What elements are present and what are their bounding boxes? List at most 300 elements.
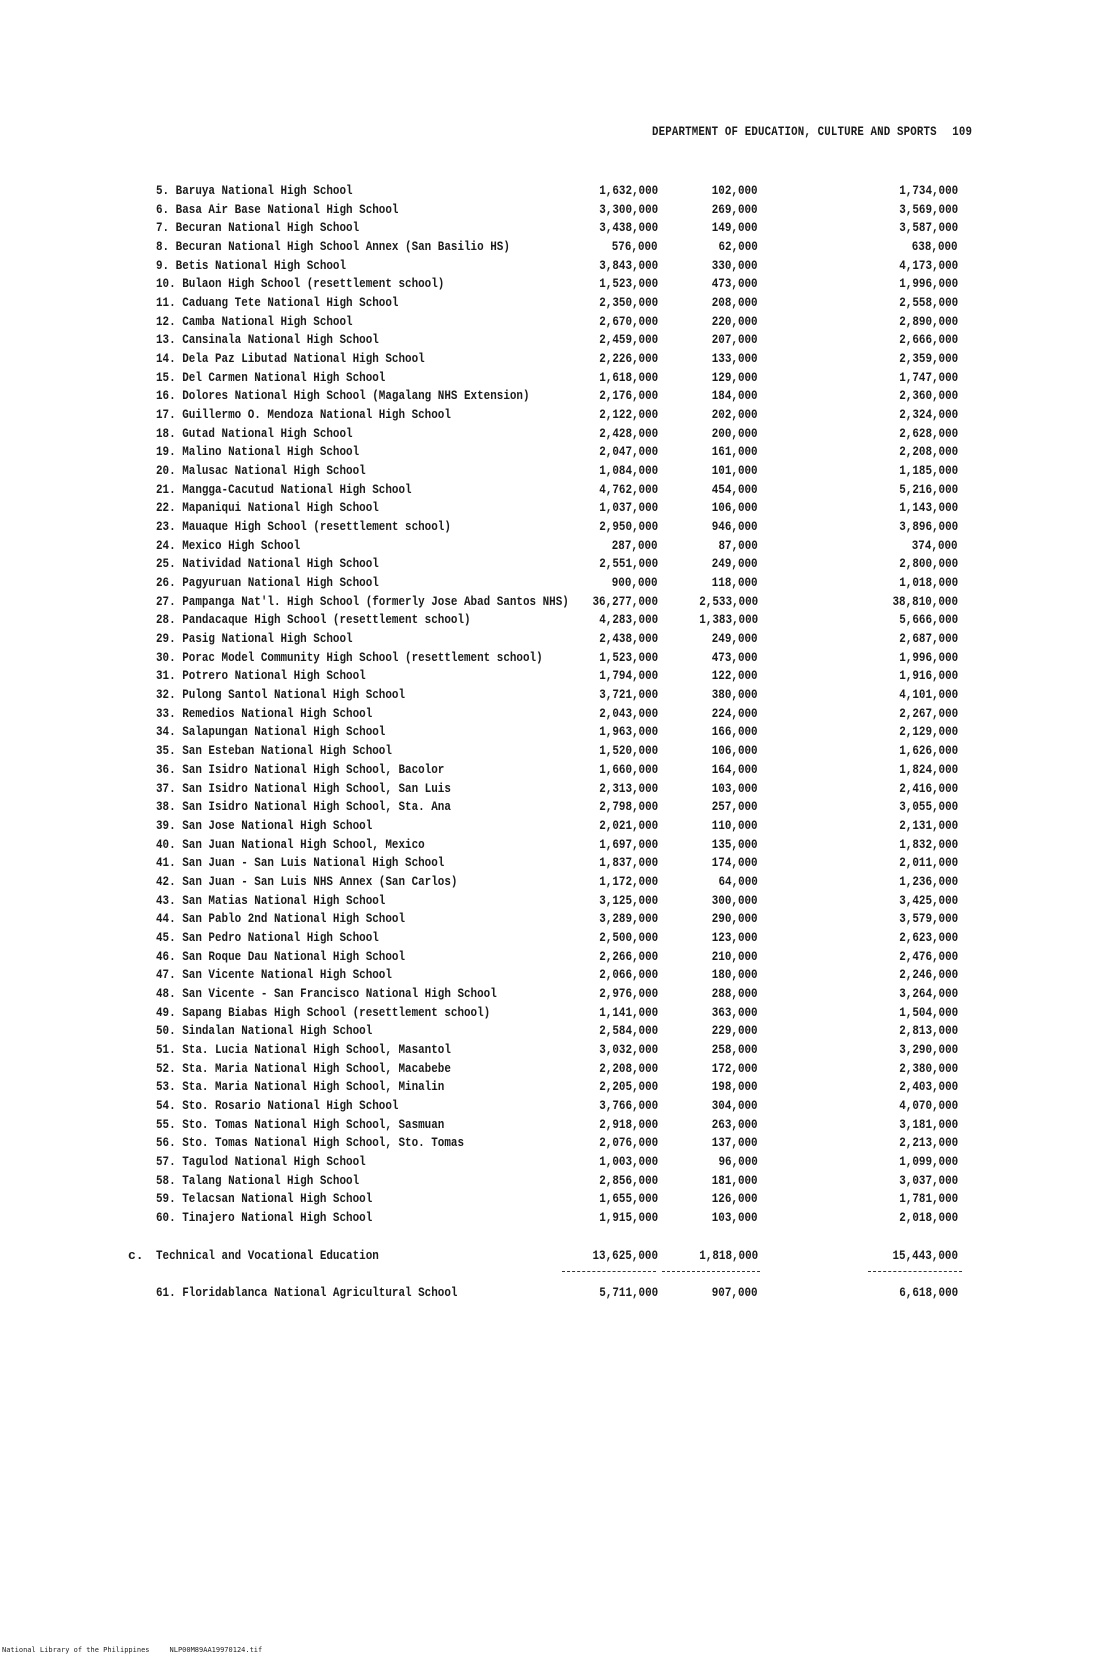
row-value-2: 288,000 bbox=[712, 985, 758, 1001]
row-value-2: 220,000 bbox=[712, 313, 758, 329]
row-value-3: 1,996,000 bbox=[899, 276, 958, 292]
row-value-2: 137,000 bbox=[712, 1135, 758, 1151]
row-value-2: 110,000 bbox=[712, 817, 758, 833]
row-value-1: 3,766,000 bbox=[599, 1097, 658, 1113]
row-value-3: 1,824,000 bbox=[899, 761, 958, 777]
row-label: 24. Mexico High School bbox=[156, 537, 301, 553]
row-value-3: 374,000 bbox=[912, 537, 958, 553]
table-row bbox=[0, 929, 1118, 948]
section-label: Technical and Vocational Education bbox=[156, 1248, 379, 1263]
table-row bbox=[0, 798, 1118, 817]
row-value-3: 2,324,000 bbox=[899, 407, 958, 423]
row-value-3: 1,504,000 bbox=[899, 1004, 958, 1020]
table-row bbox=[0, 630, 1118, 649]
row-label: 53. Sta. Maria National High School, Minalin bbox=[156, 1079, 445, 1095]
row-value-1: 2,670,000 bbox=[599, 313, 658, 329]
row-label: 36. San Isidro National High School, Bacolor bbox=[156, 761, 445, 777]
row-value-3: 1,832,000 bbox=[899, 836, 958, 852]
row-value-2: 133,000 bbox=[712, 351, 758, 367]
row-value-2: 198,000 bbox=[712, 1079, 758, 1095]
row-value-2: 2,533,000 bbox=[699, 593, 758, 609]
row-value-2: 229,000 bbox=[712, 1023, 758, 1039]
row-label: 44. San Pablo 2nd National High School bbox=[156, 911, 406, 927]
table-row-last bbox=[0, 1284, 1118, 1304]
row-value-2: 180,000 bbox=[712, 967, 758, 983]
row-label: 47. San Vicente National High School bbox=[156, 967, 392, 983]
row-value-3: 2,018,000 bbox=[899, 1209, 958, 1225]
row-value-3: 1,018,000 bbox=[899, 575, 958, 591]
row-value-3: 2,213,000 bbox=[899, 1135, 958, 1151]
row-value-1: 2,043,000 bbox=[599, 705, 658, 721]
row-value-3: 1,747,000 bbox=[899, 369, 958, 385]
row-value-1: 1,655,000 bbox=[599, 1191, 658, 1207]
row-value-3: 38,810,000 bbox=[892, 593, 958, 609]
row-value-1: 3,843,000 bbox=[599, 257, 658, 273]
row-value-3: 5,216,000 bbox=[899, 481, 958, 497]
row-value-1: 1,520,000 bbox=[599, 743, 658, 759]
row-value-1: 2,021,000 bbox=[599, 817, 658, 833]
row-value-1: 3,721,000 bbox=[599, 687, 658, 703]
row-value-1: 2,047,000 bbox=[599, 444, 658, 460]
row-value-3: 3,579,000 bbox=[899, 911, 958, 927]
row-value-2: 87,000 bbox=[718, 537, 758, 553]
row-value-2: 135,000 bbox=[712, 836, 758, 852]
row-value-1: 576,000 bbox=[612, 239, 658, 255]
table-row bbox=[0, 331, 1118, 350]
section-value-2: 1,818,000 bbox=[699, 1248, 758, 1263]
row-label: 25. Natividad National High School bbox=[156, 556, 379, 572]
row-value-2: 126,000 bbox=[712, 1191, 758, 1207]
row-label: 18. Gutad National High School bbox=[156, 425, 353, 441]
row-value-1: 5,711,000 bbox=[599, 1285, 658, 1300]
row-label: 42. San Juan - San Luis NHS Annex (San Carlos) bbox=[156, 873, 458, 889]
row-value-3: 2,380,000 bbox=[899, 1060, 958, 1076]
row-value-2: 102,000 bbox=[712, 183, 758, 198]
row-value-2: 224,000 bbox=[712, 705, 758, 721]
table-row bbox=[0, 1116, 1118, 1135]
row-value-3: 2,403,000 bbox=[899, 1079, 958, 1095]
table-row bbox=[0, 836, 1118, 855]
row-value-1: 2,584,000 bbox=[599, 1023, 658, 1039]
table-row bbox=[0, 555, 1118, 574]
row-value-1: 1,794,000 bbox=[599, 668, 658, 684]
row-label: 51. Sta. Lucia National High School, Masantol bbox=[156, 1041, 451, 1057]
table-row bbox=[0, 387, 1118, 406]
row-value-3: 1,185,000 bbox=[899, 463, 958, 479]
row-value-2: 258,000 bbox=[712, 1041, 758, 1057]
row-value-3: 2,359,000 bbox=[899, 351, 958, 367]
row-value-3: 2,800,000 bbox=[899, 556, 958, 572]
row-value-2: 103,000 bbox=[712, 1209, 758, 1225]
table-row bbox=[0, 574, 1118, 593]
footer-library: National Library of the Philippines bbox=[2, 1646, 150, 1654]
row-value-1: 287,000 bbox=[612, 537, 658, 553]
table-row bbox=[0, 350, 1118, 369]
row-value-2: 1,383,000 bbox=[699, 612, 758, 628]
table-row bbox=[0, 985, 1118, 1004]
table-row bbox=[0, 537, 1118, 556]
row-value-3: 638,000 bbox=[912, 239, 958, 255]
row-label: 49. Sapang Biabas High School (resettlement school) bbox=[156, 1004, 491, 1020]
row-value-1: 1,915,000 bbox=[599, 1209, 658, 1225]
school-table bbox=[0, 182, 1118, 1228]
scan-footer bbox=[2, 1646, 262, 1654]
table-row bbox=[0, 611, 1118, 630]
row-label: 54. Sto. Rosario National High School bbox=[156, 1097, 399, 1113]
row-value-2: 103,000 bbox=[712, 780, 758, 796]
row-value-3: 2,687,000 bbox=[899, 631, 958, 647]
row-label: 39. San Jose National High School bbox=[156, 817, 373, 833]
section-value-3: 15,443,000 bbox=[892, 1248, 958, 1263]
table-row bbox=[0, 257, 1118, 276]
row-value-1: 1,697,000 bbox=[599, 836, 658, 852]
row-value-1: 2,459,000 bbox=[599, 332, 658, 348]
row-label: 6. Basa Air Base National High School bbox=[156, 201, 399, 217]
table-row bbox=[0, 1078, 1118, 1097]
row-value-3: 1,099,000 bbox=[899, 1153, 958, 1169]
row-label: 9. Betis National High School bbox=[156, 257, 347, 273]
row-value-3: 1,916,000 bbox=[899, 668, 958, 684]
row-value-1: 1,084,000 bbox=[599, 463, 658, 479]
table-row bbox=[0, 910, 1118, 929]
row-label: 15. Del Carmen National High School bbox=[156, 369, 386, 385]
row-value-3: 2,360,000 bbox=[899, 388, 958, 404]
row-label: 23. Mauaque High School (resettlement school) bbox=[156, 519, 451, 535]
row-value-1: 1,037,000 bbox=[599, 500, 658, 516]
row-value-2: 946,000 bbox=[712, 519, 758, 535]
row-label: 8. Becuran National High School Annex (San Basilio HS) bbox=[156, 239, 510, 255]
row-value-2: 200,000 bbox=[712, 425, 758, 441]
row-value-1: 1,660,000 bbox=[599, 761, 658, 777]
row-label: 14. Dela Paz Libutad National High School bbox=[156, 351, 425, 367]
row-value-2: 181,000 bbox=[712, 1172, 758, 1188]
table-row bbox=[0, 1134, 1118, 1153]
table-row bbox=[0, 1172, 1118, 1191]
row-value-1: 2,226,000 bbox=[599, 351, 658, 367]
row-value-3: 2,813,000 bbox=[899, 1023, 958, 1039]
row-value-1: 2,500,000 bbox=[599, 929, 658, 945]
row-value-2: 269,000 bbox=[712, 201, 758, 217]
row-value-2: 118,000 bbox=[712, 575, 758, 591]
row-value-3: 1,236,000 bbox=[899, 873, 958, 889]
row-label: 13. Cansinala National High School bbox=[156, 332, 379, 348]
row-value-3: 1,734,000 bbox=[899, 183, 958, 198]
row-label: 20. Malusac National High School bbox=[156, 463, 366, 479]
row-value-2: 330,000 bbox=[712, 257, 758, 273]
row-value-1: 3,289,000 bbox=[599, 911, 658, 927]
row-label: 28. Pandacaque High School (resettlement school) bbox=[156, 612, 471, 628]
row-value-2: 208,000 bbox=[712, 295, 758, 311]
table-row bbox=[0, 780, 1118, 799]
row-label: 27. Pampanga Nat'l. High School (formerly Jose Abad Santos NHS) bbox=[156, 593, 569, 609]
row-label: 7. Becuran National High School bbox=[156, 220, 360, 236]
row-value-2: 64,000 bbox=[718, 873, 758, 889]
row-label: 17. Guillermo O. Mendoza National High School bbox=[156, 407, 451, 423]
row-value-2: 96,000 bbox=[718, 1153, 758, 1169]
row-value-2: 249,000 bbox=[712, 631, 758, 647]
row-value-2: 907,000 bbox=[712, 1285, 758, 1300]
table-row bbox=[0, 761, 1118, 780]
row-label: 35. San Esteban National High School bbox=[156, 743, 392, 759]
table-row bbox=[0, 294, 1118, 313]
row-value-1: 3,300,000 bbox=[599, 201, 658, 217]
page-number: 109 bbox=[952, 125, 973, 139]
row-value-3: 3,290,000 bbox=[899, 1041, 958, 1057]
row-label: 22. Mapaniqui National High School bbox=[156, 500, 379, 516]
row-label: 59. Telacsan National High School bbox=[156, 1191, 373, 1207]
row-value-2: 363,000 bbox=[712, 1004, 758, 1020]
row-value-3: 2,476,000 bbox=[899, 948, 958, 964]
row-value-3: 2,628,000 bbox=[899, 425, 958, 441]
table-row bbox=[0, 1004, 1118, 1023]
row-label: 21. Mangga-Cacutud National High School bbox=[156, 481, 412, 497]
table-row bbox=[0, 406, 1118, 425]
row-value-3: 2,011,000 bbox=[899, 855, 958, 871]
row-label: 45. San Pedro National High School bbox=[156, 929, 379, 945]
row-value-3: 5,666,000 bbox=[899, 612, 958, 628]
row-value-2: 174,000 bbox=[712, 855, 758, 871]
table-row bbox=[0, 425, 1118, 444]
row-value-1: 1,003,000 bbox=[599, 1153, 658, 1169]
row-label: 29. Pasig National High School bbox=[156, 631, 353, 647]
row-label: 32. Pulong Santol National High School bbox=[156, 687, 406, 703]
table-row bbox=[0, 892, 1118, 911]
row-label: 33. Remedios National High School bbox=[156, 705, 373, 721]
row-value-2: 149,000 bbox=[712, 220, 758, 236]
table-row bbox=[0, 742, 1118, 761]
row-value-1: 3,438,000 bbox=[599, 220, 658, 236]
table-row bbox=[0, 593, 1118, 612]
row-value-3: 4,070,000 bbox=[899, 1097, 958, 1113]
table-row bbox=[0, 499, 1118, 518]
row-value-3: 3,037,000 bbox=[899, 1172, 958, 1188]
row-value-3: 3,055,000 bbox=[899, 799, 958, 815]
row-value-2: 62,000 bbox=[718, 239, 758, 255]
table-row bbox=[0, 1022, 1118, 1041]
row-value-3: 6,618,000 bbox=[899, 1285, 958, 1300]
table-row bbox=[0, 369, 1118, 388]
dashed-rule-1 bbox=[562, 1271, 656, 1272]
row-value-1: 2,205,000 bbox=[599, 1079, 658, 1095]
row-value-2: 202,000 bbox=[712, 407, 758, 423]
row-label: 16. Dolores National High School (Magalang NHS Extension) bbox=[156, 388, 530, 404]
row-value-2: 166,000 bbox=[712, 724, 758, 740]
row-value-1: 1,523,000 bbox=[599, 649, 658, 665]
row-label: 5. Baruya National High School bbox=[156, 183, 353, 198]
table-row bbox=[0, 275, 1118, 294]
row-value-2: 123,000 bbox=[712, 929, 758, 945]
row-label: 19. Malino National High School bbox=[156, 444, 360, 460]
row-value-3: 1,143,000 bbox=[899, 500, 958, 516]
table-row bbox=[0, 667, 1118, 686]
table-row bbox=[0, 1190, 1118, 1209]
row-value-1: 2,976,000 bbox=[599, 985, 658, 1001]
row-value-3: 2,131,000 bbox=[899, 817, 958, 833]
row-value-3: 2,129,000 bbox=[899, 724, 958, 740]
dashed-rule-3 bbox=[868, 1271, 962, 1272]
row-value-3: 3,264,000 bbox=[899, 985, 958, 1001]
table-row bbox=[0, 518, 1118, 537]
row-value-3: 3,587,000 bbox=[899, 220, 958, 236]
section-value-1: 13,625,000 bbox=[592, 1248, 658, 1263]
row-value-1: 1,172,000 bbox=[599, 873, 658, 889]
row-label: 50. Sindalan National High School bbox=[156, 1023, 373, 1039]
row-label: 61. Floridablanca National Agricultural School bbox=[156, 1285, 458, 1300]
row-value-2: 300,000 bbox=[712, 892, 758, 908]
row-value-1: 36,277,000 bbox=[592, 593, 658, 609]
row-value-2: 207,000 bbox=[712, 332, 758, 348]
row-value-3: 2,623,000 bbox=[899, 929, 958, 945]
row-value-2: 473,000 bbox=[712, 649, 758, 665]
row-value-1: 2,266,000 bbox=[599, 948, 658, 964]
row-label: 38. San Isidro National High School, Sta. Ana bbox=[156, 799, 451, 815]
row-label: 10. Bulaon High School (resettlement school) bbox=[156, 276, 445, 292]
row-value-3: 2,267,000 bbox=[899, 705, 958, 721]
row-value-2: 122,000 bbox=[712, 668, 758, 684]
row-value-2: 290,000 bbox=[712, 911, 758, 927]
row-value-2: 172,000 bbox=[712, 1060, 758, 1076]
row-value-3: 1,996,000 bbox=[899, 649, 958, 665]
row-value-1: 1,618,000 bbox=[599, 369, 658, 385]
row-value-1: 2,176,000 bbox=[599, 388, 658, 404]
row-value-1: 2,208,000 bbox=[599, 1060, 658, 1076]
table-row bbox=[0, 201, 1118, 220]
row-label: 58. Talang National High School bbox=[156, 1172, 360, 1188]
table-row bbox=[0, 443, 1118, 462]
row-value-1: 2,950,000 bbox=[599, 519, 658, 535]
row-value-1: 4,283,000 bbox=[599, 612, 658, 628]
row-value-1: 1,963,000 bbox=[599, 724, 658, 740]
row-value-1: 4,762,000 bbox=[599, 481, 658, 497]
row-value-2: 184,000 bbox=[712, 388, 758, 404]
row-label: 34. Salapungan National High School bbox=[156, 724, 386, 740]
row-value-3: 4,173,000 bbox=[899, 257, 958, 273]
row-label: 37. San Isidro National High School, San Luis bbox=[156, 780, 451, 796]
row-value-1: 2,798,000 bbox=[599, 799, 658, 815]
table-row bbox=[0, 948, 1118, 967]
table-row bbox=[0, 1097, 1118, 1116]
row-value-1: 2,438,000 bbox=[599, 631, 658, 647]
row-label: 30. Porac Model Community High School (resettlement school) bbox=[156, 649, 543, 665]
table-row bbox=[0, 686, 1118, 705]
row-value-3: 3,896,000 bbox=[899, 519, 958, 535]
row-label: 26. Pagyuruan National High School bbox=[156, 575, 379, 591]
header-title: DEPARTMENT OF EDUCATION, CULTURE AND SPORTS bbox=[652, 125, 937, 139]
row-label: 57. Tagulod National High School bbox=[156, 1153, 366, 1169]
table-row bbox=[0, 462, 1118, 481]
row-value-2: 106,000 bbox=[712, 500, 758, 516]
row-value-2: 257,000 bbox=[712, 799, 758, 815]
row-value-1: 2,350,000 bbox=[599, 295, 658, 311]
table-row bbox=[0, 705, 1118, 724]
row-value-2: 210,000 bbox=[712, 948, 758, 964]
row-value-3: 2,890,000 bbox=[899, 313, 958, 329]
table-row bbox=[0, 182, 1118, 201]
row-label: 56. Sto. Tomas National High School, Sto. Tomas bbox=[156, 1135, 465, 1151]
row-value-3: 2,558,000 bbox=[899, 295, 958, 311]
row-label: 46. San Roque Dau National High School bbox=[156, 948, 406, 964]
row-value-1: 3,125,000 bbox=[599, 892, 658, 908]
row-value-1: 1,837,000 bbox=[599, 855, 658, 871]
row-value-2: 101,000 bbox=[712, 463, 758, 479]
row-value-1: 2,076,000 bbox=[599, 1135, 658, 1151]
row-value-1: 1,141,000 bbox=[599, 1004, 658, 1020]
row-value-3: 3,569,000 bbox=[899, 201, 958, 217]
row-value-3: 4,101,000 bbox=[899, 687, 958, 703]
row-value-1: 2,428,000 bbox=[599, 425, 658, 441]
table-row bbox=[0, 1041, 1118, 1060]
row-value-1: 900,000 bbox=[612, 575, 658, 591]
row-value-1: 1,523,000 bbox=[599, 276, 658, 292]
row-value-2: 304,000 bbox=[712, 1097, 758, 1113]
row-value-3: 3,181,000 bbox=[899, 1116, 958, 1132]
row-label: 31. Potrero National High School bbox=[156, 668, 366, 684]
row-value-2: 129,000 bbox=[712, 369, 758, 385]
row-label: 12. Camba National High School bbox=[156, 313, 353, 329]
table-row bbox=[0, 219, 1118, 238]
table-row bbox=[0, 1153, 1118, 1172]
table-row bbox=[0, 966, 1118, 985]
section-letter: c. bbox=[128, 1248, 144, 1263]
row-value-1: 2,856,000 bbox=[599, 1172, 658, 1188]
row-value-3: 2,666,000 bbox=[899, 332, 958, 348]
table-row bbox=[0, 1060, 1118, 1079]
table-row bbox=[0, 854, 1118, 873]
row-value-2: 249,000 bbox=[712, 556, 758, 572]
row-label: 55. Sto. Tomas National High School, Sasmuan bbox=[156, 1116, 445, 1132]
row-value-1: 2,066,000 bbox=[599, 967, 658, 983]
footer-file: NLP00M89AA19970124.tif bbox=[169, 1646, 263, 1654]
row-value-2: 473,000 bbox=[712, 276, 758, 292]
row-value-3: 1,626,000 bbox=[899, 743, 958, 759]
row-value-1: 1,632,000 bbox=[599, 183, 658, 198]
row-value-1: 2,122,000 bbox=[599, 407, 658, 423]
table-row bbox=[0, 238, 1118, 257]
table-row bbox=[0, 817, 1118, 836]
row-label: 60. Tinajero National High School bbox=[156, 1209, 373, 1225]
row-label: 48. San Vicente - San Francisco National High School bbox=[156, 985, 497, 1001]
table-row bbox=[0, 313, 1118, 332]
page-header bbox=[652, 125, 972, 139]
row-value-1: 2,551,000 bbox=[599, 556, 658, 572]
table-row bbox=[0, 723, 1118, 742]
table-row bbox=[0, 481, 1118, 500]
row-label: 43. San Matias National High School bbox=[156, 892, 386, 908]
row-value-2: 380,000 bbox=[712, 687, 758, 703]
row-value-2: 106,000 bbox=[712, 743, 758, 759]
row-value-2: 263,000 bbox=[712, 1116, 758, 1132]
row-value-3: 2,416,000 bbox=[899, 780, 958, 796]
row-label: 40. San Juan National High School, Mexico bbox=[156, 836, 425, 852]
row-value-1: 2,313,000 bbox=[599, 780, 658, 796]
row-value-3: 2,208,000 bbox=[899, 444, 958, 460]
section-c-row bbox=[0, 1247, 1118, 1267]
row-label: 11. Caduang Tete National High School bbox=[156, 295, 399, 311]
table-row bbox=[0, 649, 1118, 668]
row-value-2: 161,000 bbox=[712, 444, 758, 460]
dashed-rule-2 bbox=[662, 1271, 760, 1272]
row-label: 41. San Juan - San Luis National High School bbox=[156, 855, 445, 871]
row-label: 52. Sta. Maria National High School, Macabebe bbox=[156, 1060, 451, 1076]
table-row bbox=[0, 873, 1118, 892]
row-value-1: 3,032,000 bbox=[599, 1041, 658, 1057]
row-value-3: 3,425,000 bbox=[899, 892, 958, 908]
row-value-2: 164,000 bbox=[712, 761, 758, 777]
row-value-2: 454,000 bbox=[712, 481, 758, 497]
row-value-1: 2,918,000 bbox=[599, 1116, 658, 1132]
table-row bbox=[0, 1209, 1118, 1228]
row-value-3: 1,781,000 bbox=[899, 1191, 958, 1207]
